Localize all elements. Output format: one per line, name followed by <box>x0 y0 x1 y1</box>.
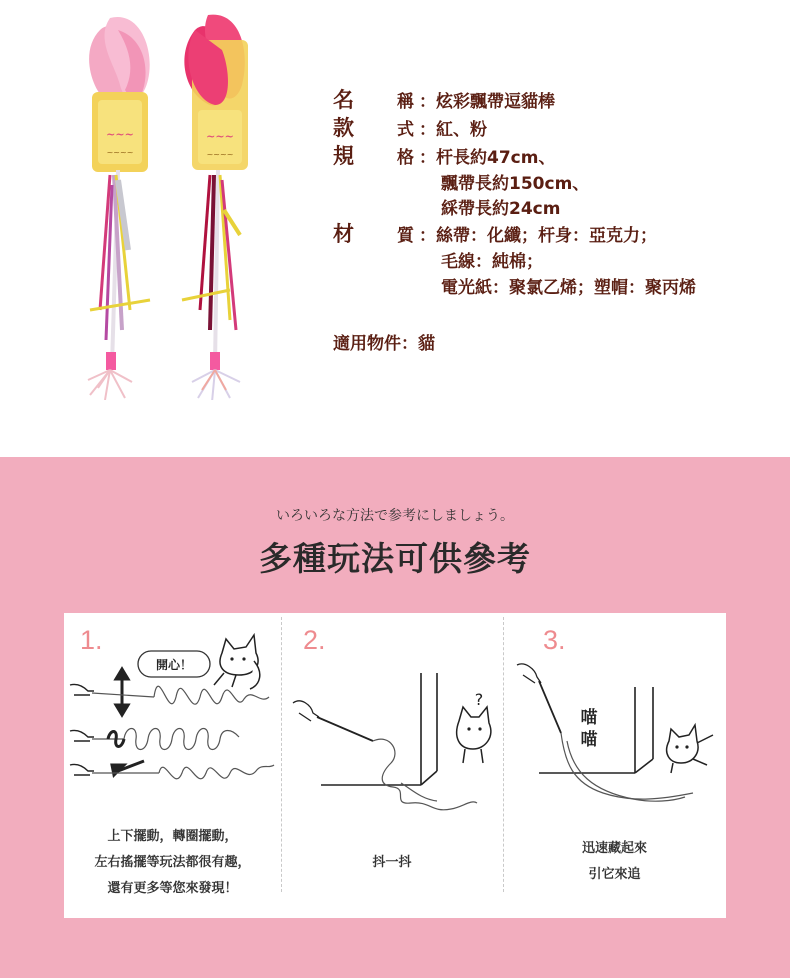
spec-material-row <box>333 218 783 298</box>
spec-size-key-a: 規 <box>333 144 354 168</box>
spec-name-row <box>333 84 773 110</box>
step-2-illustration <box>281 613 503 843</box>
cat-wand-red <box>170 10 270 400</box>
howto-subtitle: いろいろな方法で参考にしましょう。 <box>276 508 514 524</box>
svg-text:~~~~: ~~~~ <box>106 148 134 157</box>
step-3-caption: 迅速藏起來 引它來追 <box>581 841 647 882</box>
howto-title: 多種玩法可供參考 <box>259 539 531 578</box>
spec-style-row <box>333 112 773 138</box>
howto-section <box>0 457 790 978</box>
spec-size-line-3: 綵帶長約24cm <box>441 199 561 219</box>
spec-material-key-a: 材 <box>333 222 354 246</box>
step-3-panel <box>503 613 726 918</box>
question-mark: ? <box>474 690 484 709</box>
step-2-panel <box>281 613 503 918</box>
step-2-caption: 抖一抖 <box>372 855 412 870</box>
product-section: ~~~ ~~~~ ~~~ ~~~~ 名 稱 ：炫彩飄帶逗貓棒 款 式 ：紅、粉 規 格 ：杆長約47cm、 飄帶長約150cm、 綵帶長約24cm 材 質 ：絲帶：化纖；杆身：亞克力； 毛線：純棉； 電光紙：聚氯乙烯；塑帽：聚丙烯 適用物件：貓 <box>0 0 790 457</box>
spec-size-key-b: 格 <box>397 148 414 168</box>
step-3-sound-2: 喵 <box>580 730 598 750</box>
step-1-caption: 上下擺動，轉圈擺動， 左右搖擺等玩法都很有趣， 還有更多等您來發現！ <box>94 829 251 896</box>
svg-text:~~~: ~~~ <box>206 130 234 143</box>
howto-card <box>64 613 726 918</box>
step-1-illustration <box>64 613 281 843</box>
spec-style-key-a: 款 <box>333 116 354 140</box>
cat-question-icon <box>457 707 491 763</box>
step-1-number: 1. <box>80 625 103 655</box>
cat-wand-pink <box>70 10 170 400</box>
spec-material-line-3: 電光紙：聚氯乙烯；塑帽：聚丙烯 <box>441 278 696 298</box>
spec-style-key-b: 式 <box>397 120 414 140</box>
step-3-sound-1: 喵 <box>580 708 598 728</box>
spec-style-value: ：紅、粉 <box>419 120 487 140</box>
spec-material-line-2: 毛線：純棉； <box>441 252 543 272</box>
spec-size-row <box>333 140 773 219</box>
step-2-number: 2. <box>303 625 326 655</box>
spec-material-line-1: ：絲帶：化纖；杆身：亞克力； <box>419 226 657 246</box>
step-1-bubble: 開心！ <box>155 658 193 672</box>
spec-size-line-2: 飄帶長約150cm、 <box>441 174 590 194</box>
spec-material-key-b: 質 <box>397 226 414 246</box>
hand-icon <box>517 664 541 683</box>
step-1-panel <box>64 613 281 918</box>
svg-text:~~~~: ~~~~ <box>206 150 234 159</box>
spec-name-key-b: 稱 <box>397 92 414 112</box>
cat-chase-icon <box>667 725 713 773</box>
hand-icon <box>70 684 94 775</box>
svg-text:~~~: ~~~ <box>106 128 134 141</box>
spec-name-value: ：炫彩飄帶逗貓棒 <box>419 92 555 112</box>
step-3-illustration <box>503 613 726 843</box>
spec-name-key-a: 名 <box>333 88 354 112</box>
cat-happy-icon <box>214 635 260 689</box>
spec-size-line-1: ：杆長約47cm、 <box>419 148 556 168</box>
hand-icon <box>293 701 319 721</box>
step-3-number: 3. <box>543 625 566 655</box>
